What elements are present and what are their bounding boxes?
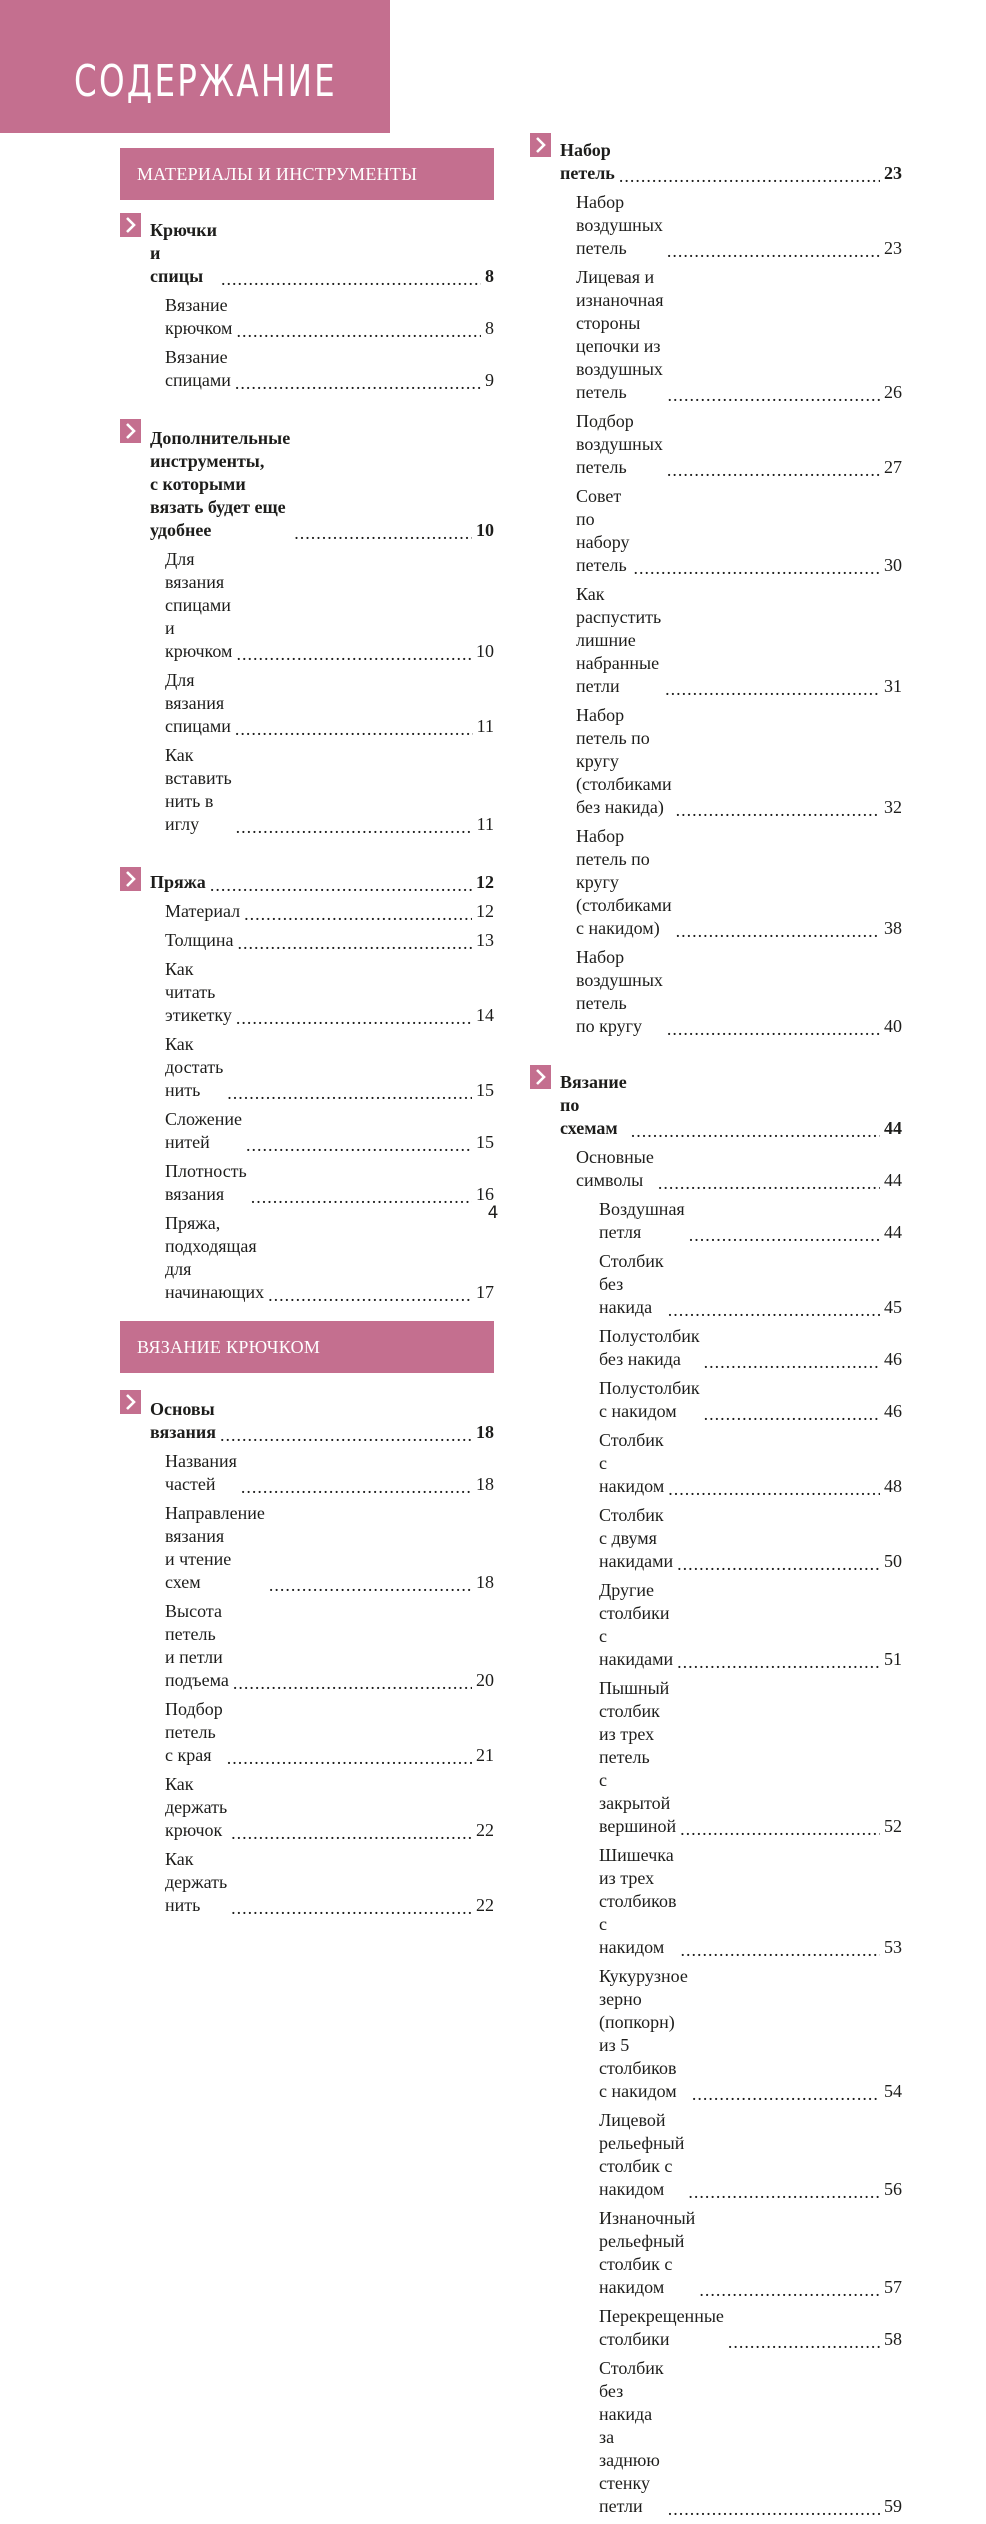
title-band: [0, 0, 390, 133]
toc-entry[interactable]: Столбик без накида за заднюю стенку петли ..... 59: [599, 2357, 902, 2518]
toc-entry[interactable]: Сложение нитей ..... 15: [165, 1108, 494, 1154]
chevron-right-icon: [530, 133, 551, 157]
chevron-right-icon: [120, 867, 141, 891]
chevron-right-icon: [120, 213, 141, 237]
toc-entry[interactable]: Подбор воздушных петель ..... 27: [576, 410, 902, 479]
toc-entry[interactable]: Столбик с накидом ..... 48: [599, 1429, 902, 1498]
toc-entry[interactable]: Воздушная петля ..... 44: [599, 1198, 902, 1244]
toc-entry[interactable]: Для вязания спицами ..... 11: [165, 669, 494, 738]
toc-entry[interactable]: Как читать этикетку ..... 14: [165, 958, 494, 1027]
toc-entry[interactable]: Толщина ..... 13: [165, 929, 494, 952]
toc-entry[interactable]: Плотность вязания ..... 16: [165, 1160, 494, 1206]
toc-entry[interactable]: Шишечка из трех столбиков с накидом ..... 53: [599, 1844, 902, 1959]
toc-entry[interactable]: Подбор петель с края ..... 21: [165, 1698, 494, 1767]
toc-entry[interactable]: Столбик с двумя накидами ..... 50: [599, 1504, 902, 1573]
toc-entry[interactable]: Направление вязания и чтение схем ..... 18: [165, 1502, 494, 1594]
toc-entry[interactable]: Как вставить нить в иглу ..... 11: [165, 744, 494, 836]
toc-entry[interactable]: Полустолбик без накида ..... 46: [599, 1325, 902, 1371]
toc-section-tools: [120, 419, 494, 836]
toc-section-basics: [120, 1390, 494, 1917]
toc-entry[interactable]: Перекрещенные столбики ..... 58: [599, 2305, 902, 2351]
toc-entry[interactable]: Пряжа ..... 12: [150, 871, 494, 894]
toc-entry[interactable]: Как распустить лишние набранные петли ..... 31: [576, 583, 902, 698]
chevron-right-icon: [120, 1390, 141, 1414]
toc-entry[interactable]: Для вязания спицами и крючком ..... 10: [165, 548, 494, 663]
toc-entry[interactable]: Как достать нить ..... 15: [165, 1033, 494, 1102]
toc-entry[interactable]: Лицевая и изнаночная стороны цепочки из воздушных петель ..... 26: [576, 266, 902, 404]
toc-entry[interactable]: Основные символы ..... 44: [576, 1146, 902, 1192]
page-number: 4: [487, 1203, 499, 1223]
toc-entry[interactable]: Вязание крючком ..... 8: [165, 294, 494, 340]
chevron-right-icon: [530, 1065, 551, 1089]
toc-entry[interactable]: Кукурузное зерно (попкорн) из 5 столбиков с накидом ..... 54: [599, 1965, 902, 2103]
toc-entry[interactable]: Набор воздушных петель по кругу ..... 40: [576, 946, 902, 1038]
toc-section-hooks: [120, 213, 494, 392]
toc-section-casting-on: [530, 133, 902, 1038]
toc-entry[interactable]: Вязание спицами ..... 9: [165, 346, 494, 392]
toc-entry[interactable]: Вязание по схемам ..... 44: [560, 1071, 902, 1140]
toc-entry[interactable]: Полустолбик с накидом ..... 46: [599, 1377, 902, 1423]
toc-entry[interactable]: Названия частей ..... 18: [165, 1450, 494, 1496]
section-band-materials: МАТЕРИАЛЫ И ИНСТРУМЕНТЫ: [120, 148, 494, 200]
toc-entry[interactable]: Дополнительные инструменты, с которыми вязать будет еще удобнее ..... 10: [150, 427, 494, 542]
toc-entry[interactable]: Высота петель и петли подъема ..... 20: [165, 1600, 494, 1692]
toc-entry[interactable]: Совет по набору петель ..... 30: [576, 485, 902, 577]
toc-entry[interactable]: Пышный столбик из трех петель с закрытой вершиной ..... 52: [599, 1677, 902, 1838]
toc-entry[interactable]: Другие столбики с накидами ..... 51: [599, 1579, 902, 1671]
toc-section-diagrams: [530, 1065, 902, 2518]
toc-entry[interactable]: Основы вязания ..... 18: [150, 1398, 494, 1444]
toc-entry[interactable]: Столбик без накида ..... 45: [599, 1250, 902, 1319]
toc-left-column: [120, 148, 494, 1923]
toc-entry[interactable]: Лицевой рельефный столбик с накидом ..... 56: [599, 2109, 902, 2201]
toc-entry[interactable]: Как держать нить ..... 22: [165, 1848, 494, 1917]
section-band-crochet: ВЯЗАНИЕ КРЮЧКОМ: [120, 1321, 494, 1373]
toc-entry[interactable]: Набор петель по кругу (столбиками без накида) ..... 32: [576, 704, 902, 819]
toc-right-column: [530, 133, 902, 2524]
toc-section-yarn: [120, 867, 494, 1304]
toc-entry[interactable]: Как держать крючок ..... 22: [165, 1773, 494, 1842]
toc-entry[interactable]: Крючки и спицы ..... 8: [150, 219, 494, 288]
toc-entry[interactable]: Набор петель ..... 23: [560, 139, 902, 185]
toc-entry[interactable]: Материал ..... 12: [165, 900, 494, 923]
toc-entry[interactable]: Пряжа, подходящая для начинающих ..... 17: [165, 1212, 494, 1304]
toc-entry[interactable]: Набор воздушных петель ..... 23: [576, 191, 902, 260]
toc-entry[interactable]: Изнаночный рельефный столбик с накидом ..... 57: [599, 2207, 902, 2299]
toc-entry[interactable]: Набор петель по кругу (столбиками с накидом) ..... 38: [576, 825, 902, 940]
chevron-right-icon: [120, 419, 141, 443]
page-title: СОДЕРЖАНИЕ: [74, 56, 337, 107]
